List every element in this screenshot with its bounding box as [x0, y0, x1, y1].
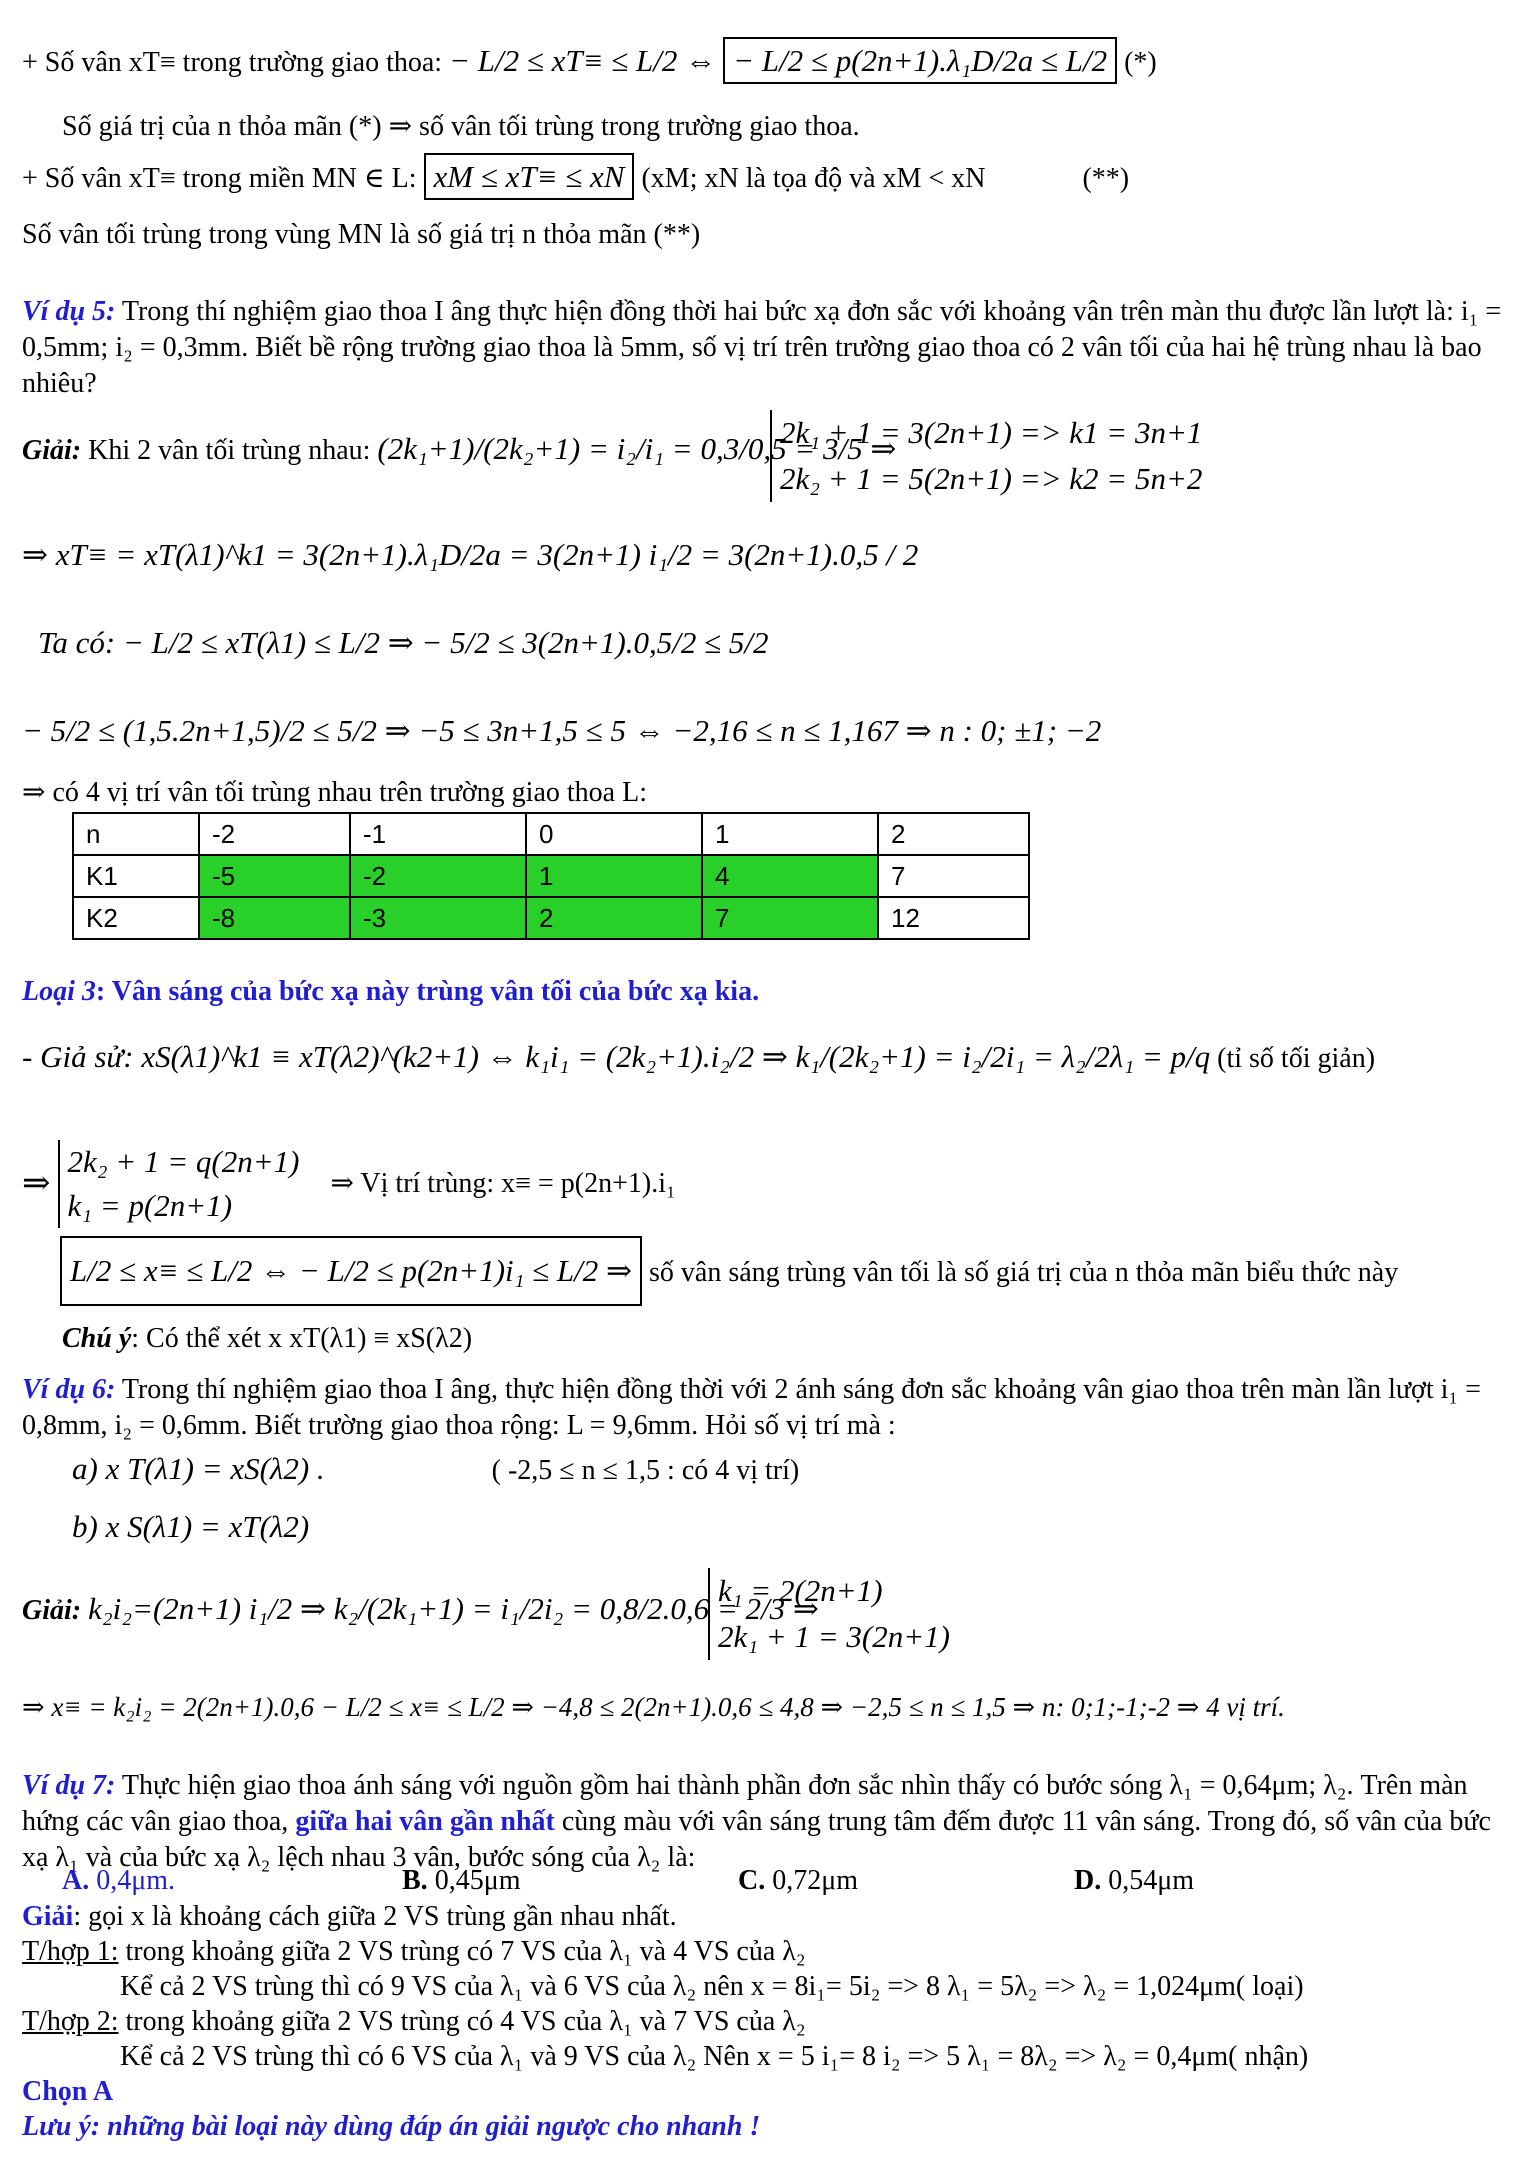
ex7-option-c: [738, 1864, 858, 1898]
table-cell-highlighted: -3: [350, 897, 526, 939]
ex6-part-a-eq: a) x T(λ1) = xS(λ2) .: [72, 1451, 325, 1486]
theory-l3-box: xM ≤ xT≡ ≤ xN: [424, 153, 635, 200]
ex5-solution-line: [22, 432, 896, 468]
theory-line-1: [22, 44, 1157, 80]
table-cell-highlighted: 4: [702, 855, 878, 897]
ex7-solution: [22, 1900, 677, 1934]
ex7-case1-calc: Kể cả 2 VS trùng thì có 9 VS của λ₁ và 6 VS của λ₂ nên x = 8i₁= 5i₂ => 8 λ₁ = 5λ₂ => λ₂ = 1,024μm( loại): [120, 1971, 1304, 2002]
ex6-text: Trong thí nghiệm giao thoa I âng, thực hiện đồng thời với 2 ánh sáng đơn sắc khoảng vân giao thoa trên màn lần lượt i₁ = 0,8mm, i₂ = 0,6mm. Biết trường giao thoa rộng: L = 9,6mm. Hỏi số vị trí mà :: [22, 1374, 1481, 1441]
ex6-system-a: k₁ = 2(2n+1): [718, 1573, 883, 1608]
ex7-statement: [22, 1768, 1512, 1876]
ex5-statement: [22, 294, 1512, 402]
implies-icon: ⇒: [22, 1165, 51, 1202]
table-cell: K2: [73, 897, 199, 939]
loai3-note-text: : Có thể xét x xT(λ1) ≡ xS(λ2): [131, 1323, 473, 1354]
theory-line-4: Số vân tối trùng trong vùng MN là số giá trị n thỏa mãn (**): [22, 219, 701, 250]
ex6-statement: [22, 1372, 1512, 1444]
loai3-note: [62, 1322, 472, 1356]
option-key: C.: [738, 1865, 766, 1896]
ex6-label: Ví dụ 6:: [22, 1374, 116, 1405]
loai3-eq1: - Giả sử: xS(λ1)^k1 ≡ xT(λ2)^(k2+1) ⇔ k₁i₁ = (2k₂+1).i₂/2 ⇒ k₁/(2k₂+1) = i₂/2i₁ = λ₂/2λ₁ = p/q: [22, 1039, 1211, 1074]
ex7-solution-label: Giải: [22, 1901, 74, 1932]
ex5-solution-text: Khi 2 vân tối trùng nhau:: [88, 435, 371, 466]
loai3-system-line: [22, 1140, 676, 1228]
ex6-system: [708, 1568, 950, 1660]
option-value: 0,4μm.: [96, 1865, 176, 1896]
ex7-case2-text: trong khoảng giữa 2 VS trùng có 4 VS của λ₁ và 7 VS của λ₂: [125, 2006, 806, 2037]
ex6-part-a-note: ( -2,5 ≤ n ≤ 1,5 : có 4 vị trí): [491, 1455, 800, 1486]
ex5-eq1: (2k₁+1)/(2k₂+1) = i₂/i₁ = 0,3/0,5 = 3/5 ⇒: [377, 431, 897, 466]
ex7-case2-label: T/hợp 2:: [22, 2006, 119, 2037]
ex7-option-b: [402, 1864, 520, 1898]
ex6-final: ⇒ x≡ = k₂i₂ = 2(2n+1).0,6 − L/2 ≤ x≡ ≤ L/2 ⇒ −4,8 ≤ 2(2n+1).0,6 ≤ 4,8 ⇒ −2,5 ≤ n ≤ 1,5 ⇒ n: 0;1;-1;-2 ⇒ 4 vị trí.: [22, 1692, 1285, 1722]
table-row: [73, 855, 1029, 897]
ex5-system-a: 2k₁ + 1 = 3(2n+1) => k1 = 3n+1: [780, 415, 1203, 450]
ex5-eq4: − 5/2 ≤ (1,5.2n+1,5)/2 ≤ 5/2 ⇒ −5 ≤ 3n+1,5 ≤ 5 ⇔ −2,16 ≤ n ≤ 1,167 ⇒ n : 0; ±1; −2: [22, 713, 1102, 748]
table-row: [73, 813, 1029, 855]
ex7-option-a: [62, 1864, 175, 1898]
theory-l3-prefix: + Số vân xT≡ trong miền MN ∈ L:: [22, 163, 417, 194]
theory-line-2: Số giá trị của n thỏa mãn (*) ⇒ số vân tối trùng trong trường giao thoa.: [62, 111, 860, 142]
option-value: 0,45μm: [434, 1865, 521, 1896]
table-cell: n: [73, 813, 199, 855]
loai3-box: L/2 ≤ x≡ ≤ L/2 ⇔ − L/2 ≤ p(2n+1)i₁ ≤ L/2 ⇒: [60, 1236, 642, 1306]
table-cell-highlighted: 2: [526, 897, 702, 939]
ex6-part-a: [72, 1452, 799, 1488]
theory-l1-eq: − L/2 ≤ xT≡ ≤ L/2 ⇔: [449, 43, 717, 78]
ex7-choice: Chọn A: [22, 2076, 114, 2107]
ex5-system: [770, 410, 1202, 502]
ex7-solution-text: : gọi x là khoảng cách giữa 2 VS trùng gần nhau nhất.: [73, 1901, 677, 1932]
table-row: [73, 897, 1029, 939]
ex7-case2-calc: Kể cả 2 VS trùng thì có 6 VS của λ₁ và 9 VS của λ₂ Nên x = 5 i₁= 8 i₂ => 5 λ₁ = 8λ₂ => λ₂ = 0,4μm( nhận): [120, 2041, 1309, 2072]
theory-line-3: [22, 160, 1129, 196]
ex7-text-a: Thực hiện giao thoa ánh sáng với nguồn gồm hai thành phần đơn sắc nhìn thấy có bước sóng λ₁ = 0,64μm; λ₂. Trên màn hứng các vân giao thoa,: [22, 1770, 1468, 1837]
ex6-part-b: b) x S(λ1) = xT(λ2): [72, 1509, 310, 1544]
loai3-box-note: số vân sáng trùng vân tối là số giá trị của n thỏa mãn biểu thức này: [649, 1257, 1399, 1288]
ex5-text: Trong thí nghiệm giao thoa I âng thực hiện đồng thời hai bức xạ đơn sắc với khoảng vân trên màn thu được lần lượt là: i₁ = 0,5mm; i₂ = 0,3mm. Biết bề rộng trường giao thoa là 5mm, số vị trí trên trường giao thoa có 2 vân tối của hai hệ trùng nhau là bao nhiêu?: [22, 296, 1502, 399]
option-key: B.: [402, 1865, 428, 1896]
ex7-case1-label: T/hợp 1:: [22, 1936, 119, 1967]
table-cell: 0: [526, 813, 702, 855]
option-value: 0,54μm: [1108, 1865, 1195, 1896]
table-cell: 7: [878, 855, 1029, 897]
loai3-system-b: k₁ = p(2n+1): [67, 1188, 233, 1223]
ex6-system-b: 2k₁ + 1 = 3(2n+1): [718, 1619, 950, 1654]
option-key: A.: [62, 1865, 90, 1896]
table-cell-highlighted: 1: [526, 855, 702, 897]
loai3-system: [58, 1140, 300, 1228]
ex6-solution-label: Giải:: [22, 1595, 82, 1626]
theory-l1-tag: (*): [1124, 47, 1157, 78]
loai3-title-label: Loại 3: [22, 976, 96, 1007]
table-cell: 2: [878, 813, 1029, 855]
theory-l1-box: − L/2 ≤ p(2n+1).λ₁D/2a ≤ L/2: [723, 37, 1117, 84]
ex7-text-highlight: giữa hai vân gần nhất: [295, 1806, 555, 1837]
theory-l1-prefix: + Số vân xT≡ trong trường giao thoa:: [22, 47, 443, 78]
ex5-solution-label: Giải:: [22, 435, 82, 466]
ex6-solution-eq: k₂i₂=(2n+1) i₁/2 ⇒ k₂/(2k₁+1) = i₁/2i₂ = 0,8/2.0,6 = 2/3 ⇒: [88, 1591, 819, 1626]
ex5-conclusion: ⇒ có 4 vị trí vân tối trùng nhau trên trường giao thoa L:: [22, 777, 647, 808]
ex5-eq3: Ta có: − L/2 ≤ xT(λ1) ≤ L/2 ⇒ − 5/2 ≤ 3(2n+1).0,5/2 ≤ 5/2: [38, 625, 769, 660]
ex7-case1: [22, 1935, 806, 1969]
table-cell-highlighted: 7: [702, 897, 878, 939]
ex5-label: Ví dụ 5:: [22, 296, 116, 327]
ex6-solution-line: [22, 1592, 819, 1628]
loai3-system-a: 2k₂ + 1 = q(2n+1): [67, 1144, 300, 1179]
ex7-tip: Lưu ý: những bài loại này dùng đáp án giải ngược cho nhanh !: [22, 2111, 761, 2142]
table-cell-highlighted: -8: [199, 897, 350, 939]
table-cell: K1: [73, 855, 199, 897]
ex7-label: Ví dụ 7:: [22, 1770, 116, 1801]
option-key: D.: [1074, 1865, 1102, 1896]
loai3-note-label: Chú ý: [62, 1323, 132, 1354]
loai3-eq1-note: (tỉ số tối giản): [1217, 1043, 1376, 1074]
option-value: 0,72μm: [772, 1865, 859, 1896]
table-cell: 12: [878, 897, 1029, 939]
ex5-eq2: ⇒ xT≡ = xT(λ1)^k1 = 3(2n+1).λ₁D/2a = 3(2n+1) i₁/2 = 3(2n+1).0,5 / 2: [22, 537, 919, 572]
ex7-case2: [22, 2005, 806, 2039]
table-cell: -1: [350, 813, 526, 855]
loai3-title: [22, 975, 759, 1009]
table-cell-highlighted: -2: [350, 855, 526, 897]
table-cell: -2: [199, 813, 350, 855]
loai3-position: ⇒ Vị trí trùng: x≡ = p(2n+1).i₁: [330, 1168, 676, 1199]
ex7-option-d: [1074, 1864, 1194, 1898]
table-cell: 1: [702, 813, 878, 855]
theory-l3-tag: (**): [1082, 163, 1130, 194]
loai3-title-text: : Vân sáng của bức xạ này trùng vân tối của bức xạ kia.: [95, 976, 760, 1007]
loai3-box-line: [60, 1236, 1398, 1306]
ex5-table: [72, 812, 1030, 940]
loai3-eq1-line: [22, 1040, 1375, 1076]
theory-l3-suffix: (xM; xN là tọa độ và xM < xN: [641, 163, 986, 194]
ex7-text-b: cùng màu với vân sáng trung tâm đếm được 11 vân sáng. Trong đó, số vân của bức xạ λ₁ và của bức xạ λ₂ lệch nhau 3 vân, bước sóng của λ₂ là:: [22, 1806, 1491, 1873]
table-cell-highlighted: -5: [199, 855, 350, 897]
ex5-system-b: 2k₂ + 1 = 5(2n+1) => k2 = 5n+2: [780, 461, 1203, 496]
ex7-case1-text: trong khoảng giữa 2 VS trùng có 7 VS của λ₁ và 4 VS của λ₂: [125, 1936, 806, 1967]
